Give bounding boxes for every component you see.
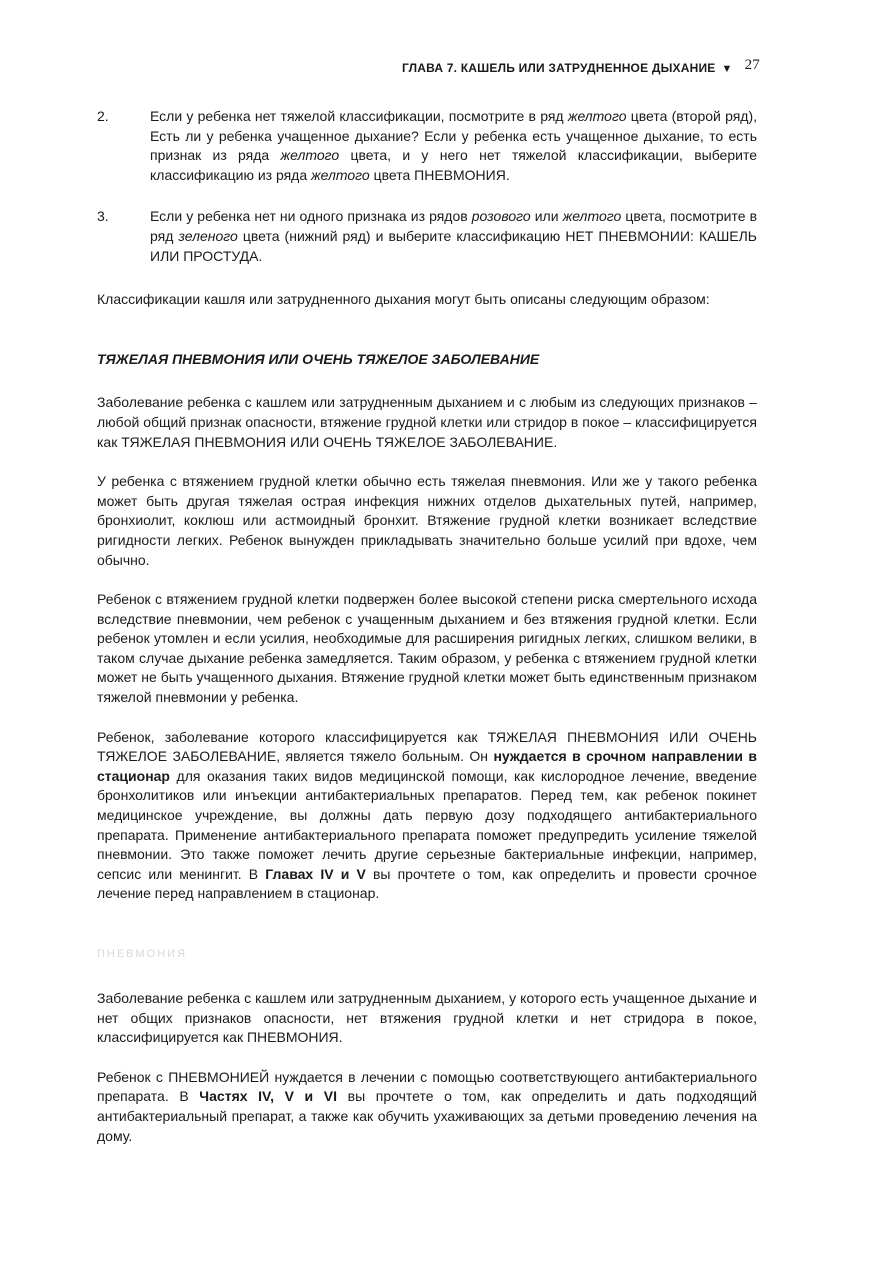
section-heading-pneumonia: ПНЕВМОНИЯ xyxy=(97,948,188,960)
list-item-text xyxy=(150,107,757,185)
text-run: для оказания таких видов медицинской помощи, как кислородное лечение, введение бронхолитиков или инъекции антибактериальных препаратов. Перед тем, как ребенок покинет медицинское учреждение, вы должны дать первую дозу подходящего антибактериального препарата. Применение антибактериального препарата поможет предупредить усиление тяжелой пневмонии. Это также поможет лечить другие серьезные бактериальные инфекции, например, сепсис или менингит. В xyxy=(97,767,757,882)
text-run: Если у ребенка нет ни одного признака из рядов xyxy=(150,208,472,225)
text-run: цвета (второй ряд), Есть ли у ребенка учащенное дыхание? Если у ребенка есть учащенное дыхание, то есть признак из ряда xyxy=(150,108,757,164)
text-run: цвета (нижний ряд) и выберите классификацию НЕТ ПНЕВМОНИИ: КАШЕЛЬ ИЛИ ПРОСТУДА. xyxy=(150,227,757,264)
bold-text: нуждается в срочном направлении в стационар xyxy=(97,748,757,784)
text-run: Если у ребенка нет тяжелой классификации, посмотрите в ряд xyxy=(150,108,568,124)
text-run: вы прочтете о том, как определить и дать подходящий антибактериальный препарат, а также как обучить ухаживающих за детьми проведению лечения на дому. xyxy=(97,1088,757,1144)
list-item-text xyxy=(150,207,757,266)
text-run: цвета, посмотрите в ряд xyxy=(150,208,758,244)
page-body xyxy=(97,107,757,1146)
emphasis: желтого xyxy=(567,108,627,124)
emphasis: желтого xyxy=(562,208,622,225)
emphasis: желтого xyxy=(280,147,340,164)
emphasis: желтого xyxy=(311,166,370,183)
section-heading-severe-pneumonia: ТЯЖЕЛАЯ ПНЕВМОНИЯ ИЛИ ОЧЕНЬ ТЯЖЕЛОЕ ЗАБОЛЕВАНИЕ xyxy=(97,350,540,367)
bold-text: Главах IV и V xyxy=(265,865,366,882)
text-run: цвета ПНЕВМОНИЯ. xyxy=(369,166,510,183)
text-run: вы прочтете о том, как определить и провести срочное лечение перед направлением в стационар. xyxy=(97,865,757,902)
paragraph: Заболевание ребенка с кашлем или затрудненным дыханием, у которого есть учащенное дыхание и нет общих признаков опасности, нет втяжения грудной клетки и нет стридора в покое, классифицируется как ПНЕВМОНИЯ. xyxy=(97,990,757,1046)
paragraph xyxy=(97,1068,757,1146)
paragraph: Ребенок с втяжением грудной клетки подвержен более высокой степени риска смертельного исхода вследствие пневмонии, чем ребенок с учащенным дыханием и без втяжения грудной клетки. Если ребенок утомлен и если усилия, необходимые для расширения ригидных легких, слишком велики, в таком случае дыхание ребенка замедляется. Таким образом, у ребенка с втяжением грудной клетки может не быть учащенного дыхания. Втяжение грудной клетки может быть единственным признаком тяжелой пневмонии у ребенка. xyxy=(97,591,757,706)
emphasis: зеленого xyxy=(178,227,238,244)
paragraph xyxy=(97,728,757,904)
emphasis: розового xyxy=(471,208,531,225)
list-number: 2. xyxy=(97,108,109,124)
page-number: 27 xyxy=(744,57,760,73)
paragraph: Заболевание ребенка с кашлем или затрудненным дыханием и с любым из следующих признаков – любой общий признак опасности, втяжение грудной клетки или стридор в покое – классифицируется как ТЯЖЕЛАЯ ПНЕВМОНИЯ ИЛИ ОЧЕНЬ ТЯЖЕЛОЕ ЗАБОЛЕВАНИЕ. xyxy=(97,394,757,450)
text-run: Ребенок, заболевание которого классифицируется как ТЯЖЕЛАЯ ПНЕВМОНИЯ ИЛИ ОЧЕНЬ ТЯЖЕЛОЕ ЗАБОЛЕВАНИЕ, является тяжело больным. Он xyxy=(97,728,757,765)
chapter-title: ГЛАВА 7. КАШЕЛЬ ИЛИ ЗАТРУДНЕННОЕ ДЫХАНИЕ xyxy=(401,61,716,75)
triangle-down-icon: ▼ xyxy=(721,63,733,75)
list-number: 3. xyxy=(97,208,109,225)
list-item-2 xyxy=(97,107,757,185)
running-header xyxy=(401,57,760,77)
text-run: цвета, и у него нет тяжелой классификации, выберите классификацию из ряда xyxy=(150,147,757,183)
bold-text: Частях IV, V и VI xyxy=(199,1088,338,1105)
text-run: Ребенок с ПНЕВМОНИЕЙ нуждается в лечении с помощью соответствующего антибактериального препарата. В xyxy=(97,1068,757,1105)
intro-paragraph: Классификации кашля или затрудненного дыхания могут быть описаны следующим образом: xyxy=(97,291,710,308)
paragraph: У ребенка с втяжением грудной клетки обычно есть тяжелая пневмония. Или же у такого ребенка может быть другая тяжелая острая инфекция нижних отделов дыхательных путей, например, бронхиолит, коклюш или астмоидный бронхит. Втяжение грудной клетки возникает вследствие ригидности легких. Ребенок вынужден прикладывать значительно больше усилий при вдохе, чем обычно. xyxy=(97,473,757,568)
list-item-3 xyxy=(97,207,757,266)
text-run: или xyxy=(530,208,563,225)
